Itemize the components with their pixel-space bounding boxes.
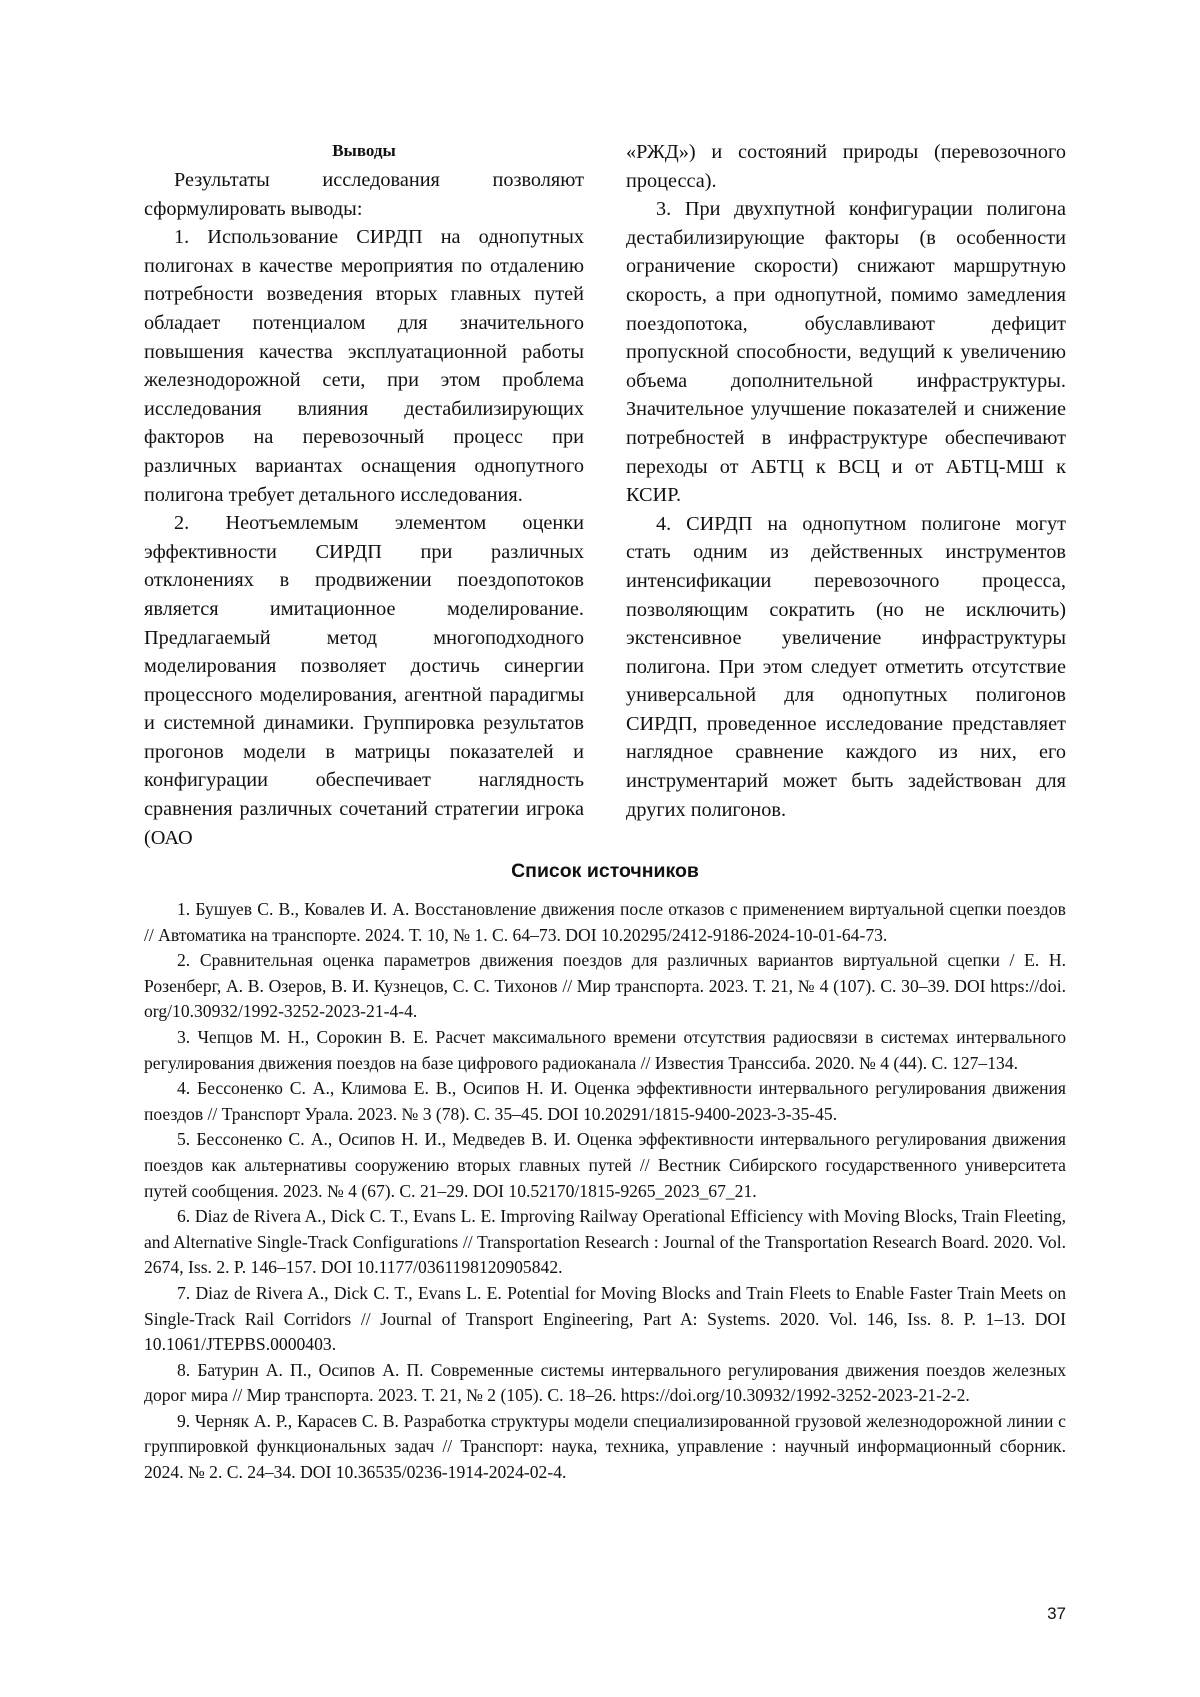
conclusions-paragraph: 4. СИРДП на однопутном полигоне могут стать одним из действенных инструментов интенсификации перевозочного процесса, позволяющим сократить (но не исключить) экстенсивное увеличение инфраструктуры полигона. При этом следует отметить отсутствие универсальной для однопутных полигонов СИРДП, проведенное исследование представляет наглядное сравнение каждого из них, его инструментарий может быть задействован для других полигонов. xyxy=(626,512,1066,821)
reference-item: 3. Чепцов М. Н., Сорокин В. Е. Расчет максимального времени отсутствия радиосвязи в системах интервального регулирования движения поездов на базе цифрового радиоканала // Известия Транссиба. 2020. № 4 (44). С. 127–134. xyxy=(144,1026,1066,1073)
conclusions-paragraph: 2. Неотъемлемым элементом оценки эффективности СИРДП при различных отклонениях в продвижении поездопотоков является имитационное моделирование. Предлагаемый метод многоподходного моделирования позволяет достичь синергии процессного моделирования, агентной парадигмы и системной динамики. Группировка результатов прогонов модели в матрицы показателей и конфигурации обеспечивает наглядность сравнения различных сочетаний стратегии игрока (ОАО xyxy=(144,512,584,849)
reference-item: 8. Батурин А. П., Осипов А. П. Современные системы интервального регулирования движения поездов железных дорог мира // Мир транспорта. 2023. Т. 21, № 2 (105). С. 18–26. https://doi.org/10.30932/1992-3252-2023-21-2-2. xyxy=(144,1359,1066,1406)
reference-item: 5. Бессоненко С. А., Осипов Н. И., Медведев В. И. Оценка эффективности интервального регулирования движения поездов как альтернативы сооружению вторых главных путей // Вестник Сибирского государственного университета путей сообщения. 2023. № 4 (67). С. 21–29. DOI 10.52170/1815-9265_2023_67_21. xyxy=(144,1129,1066,1201)
conclusions-left-column xyxy=(144,138,584,852)
references-heading: Список источников xyxy=(511,860,699,882)
reference-item: 9. Черняк А. Р., Карасев С. В. Разработка структуры модели специализированной грузовой железнодорожной линии с группировкой функциональных задач // Транспорт: наука, техника, управление : научный информационный сборник. 2024. № 2. С. 24–34. DOI 10.36535/0236-1914-2024-02-4. xyxy=(144,1410,1066,1483)
reference-item: 7. Diaz de Rivera A., Dick C. T., Evans L. E. Potential for Moving Blocks and Train Fleets to Enable Faster Train Meets on Single-Track Rail Corridors // Journal of Transport Engineering, Part A: Systems. 2020. Vol. 146, Iss. 8. P. 1–13. DOI 10.1061/JTEPBS.0000403. xyxy=(144,1282,1066,1355)
conclusions-paragraph: 1. Использование СИРДП на однопутных полигонах в качестве мероприятия по отдалению потребности возведения вторых главных путей обладает потенциалом для значительного повышения качества эксплуатационной работы железнодорожной сети, при этом проблема исследования влияния дестабилизирующих факторов на перевозочный процесс при различных вариантах оснащения однопутного полигона требует детального исследования. xyxy=(144,226,584,506)
conclusions-paragraph: 3. При двухпутной конфигурации полигона дестабилизирующие факторы (в особенности ограничение скорости) снижают маршрутную скорость, а при однопутной, помимо замедления поездопотока, обуславливают дефицит пропускной способности, ведущий к увеличению объема дополнительной инфраструктуры. Значительное улучшение показателей и снижение потребностей в инфраструктуре обеспечивают переходы от АБТЦ к ВСЦ и от АБТЦ-МШ к КСИР. xyxy=(626,198,1066,507)
reference-item: 2. Сравнительная оценка параметров движения поездов для различных вариантов виртуальной сцепки / Е. Н. Розенберг, А. В. Озеров, В. И. Кузнецов, С. С. Тихонов // Мир транспорта. 2023. Т. 21, № 4 (107). С. 30–39. DOI https://doi. org/10.30932/1992-3252-2023-21-4-4. xyxy=(144,950,1066,1022)
reference-item: 4. Бессоненко С. А., Климова Е. В., Осипов Н. И. Оценка эффективности интервального регулирования движения поездов // Транспорт Урала. 2023. № 3 (78). С. 35–45. DOI 10.20291/1815-9400-2023-3-35-45. xyxy=(144,1078,1066,1124)
conclusions-paragraph: Результаты исследования позволяют сформулировать выводы: xyxy=(144,169,584,220)
reference-item: 1. Бушуев С. В., Ковалев И. А. Восстановление движения после отказов с применением виртуальной сцепки поездов // Автоматика на транспорте. 2024. Т. 10, № 1. С. 64–73. DOI 10.20295/2412-9186-2024-10-01-64-73. xyxy=(144,899,1066,945)
reference-item: 6. Diaz de Rivera A., Dick C. T., Evans L. E. Improving Railway Operational Efficiency with Moving Blocks, Train Fleeting, and Alternative Single-Track Configurations // Transportation Research : Journal of the Transportation Research Board. 2020. Vol. 2674, Iss. 2. P. 146–157. DOI 10.1177/0361198120905842. xyxy=(144,1206,1066,1278)
conclusions-heading: Выводы xyxy=(332,141,396,160)
conclusions-paragraph: «РЖД») и состояний природы (перевозочного процесса). xyxy=(626,141,1066,192)
references-list xyxy=(144,897,1066,1486)
conclusions-right-column xyxy=(626,138,1066,824)
page-number: 37 xyxy=(1047,1604,1066,1623)
